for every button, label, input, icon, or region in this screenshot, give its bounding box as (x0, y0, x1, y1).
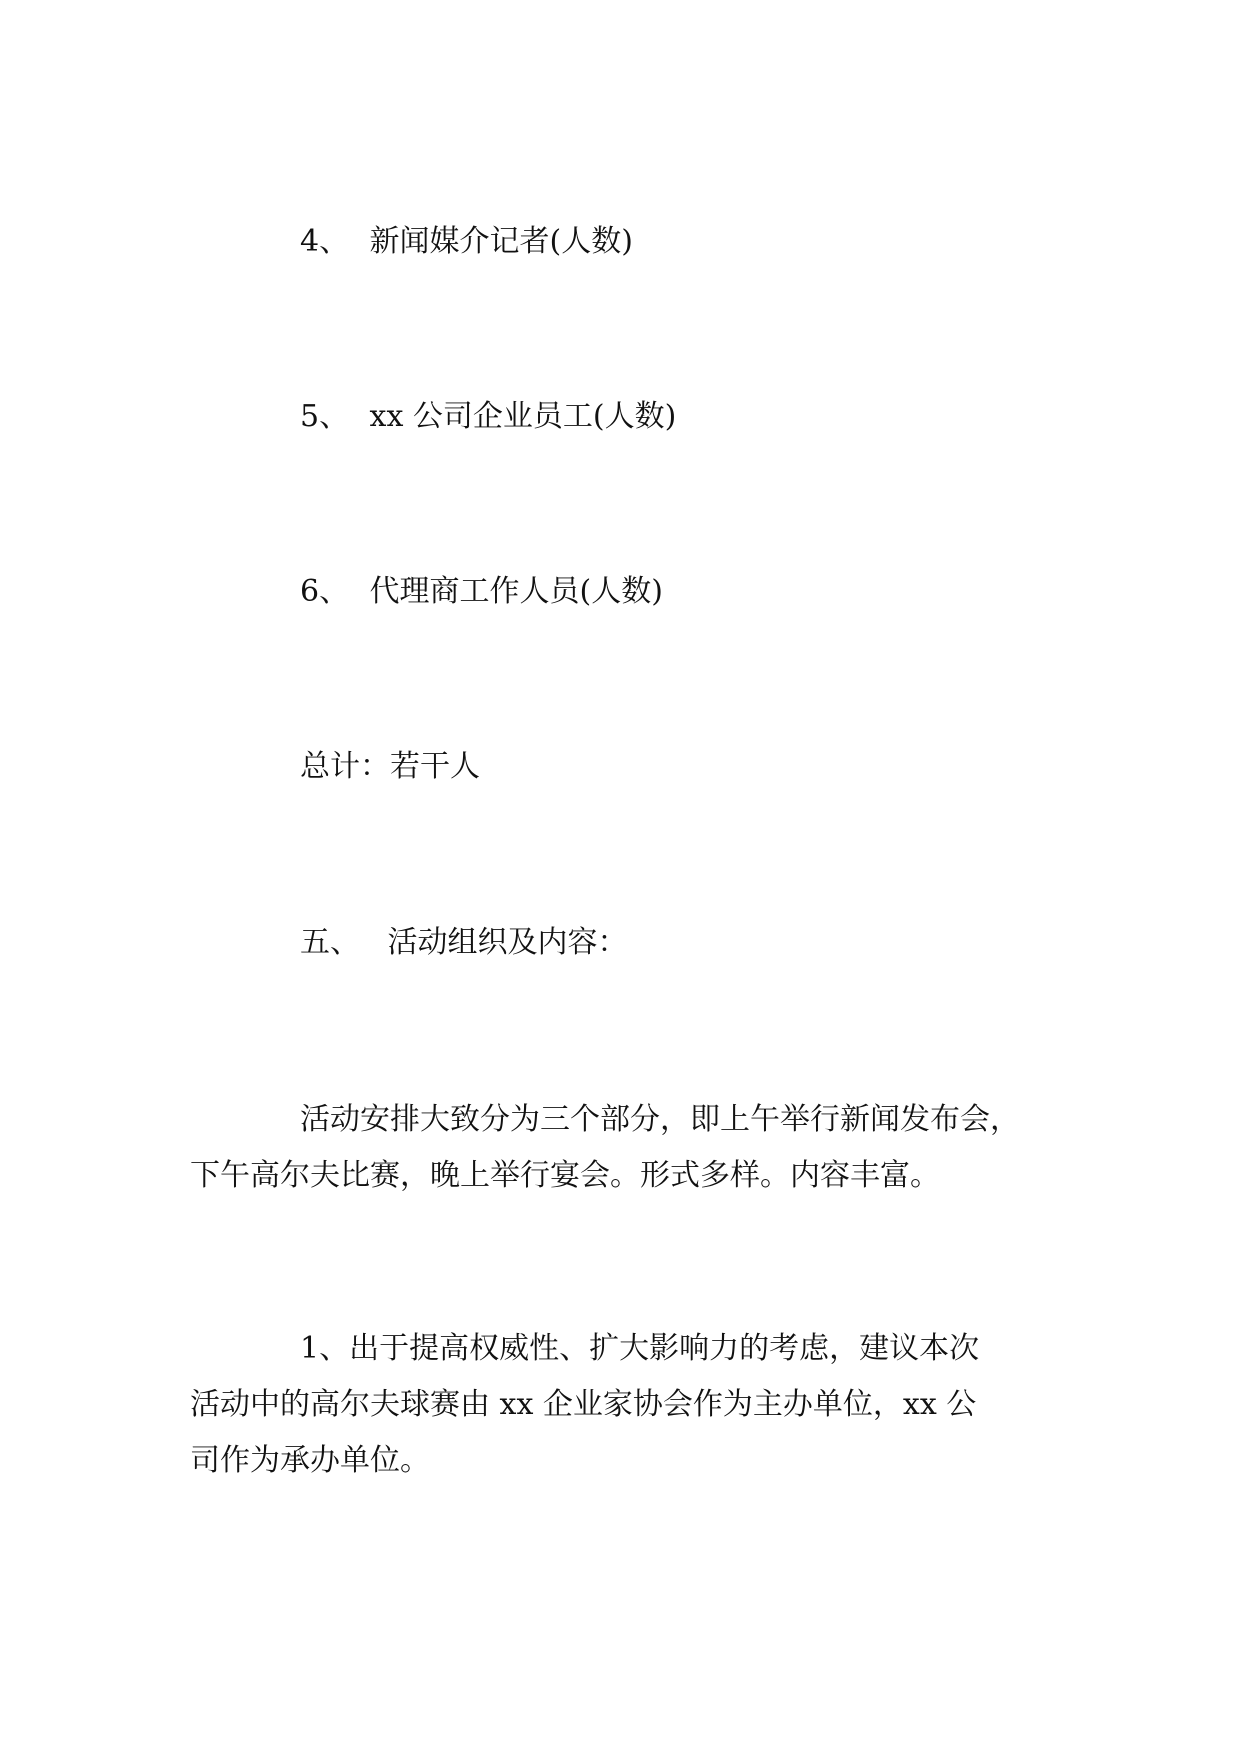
section-title: 活动组织及内容： (387, 925, 628, 960)
list-item-number: 6、 (300, 574, 350, 609)
section-heading (300, 925, 628, 960)
paragraph-line: 下午高尔夫比赛，晚上举行宴会。形式多样。内容丰富。 (190, 1158, 940, 1193)
list-item-text: 代理商工作人员(人数) (369, 574, 663, 609)
paragraph-organizer-suggestion (190, 1321, 1070, 1489)
list-item-number: 5、 (300, 399, 350, 434)
paragraph-line: 活动中的高尔夫球赛由 xx 企业家协会作为主办单位，xx 公 (190, 1387, 977, 1422)
total-line: 总计：若干人 (300, 749, 480, 784)
section-number: 五、 (300, 925, 360, 960)
paragraph-line: 1、出于提高权威性、扩大影响力的考虑，建议本次 (300, 1331, 980, 1366)
list-item-4 (300, 224, 633, 259)
list-item-text: xx 公司企业员工(人数) (369, 399, 677, 434)
list-item-5 (300, 399, 677, 434)
paragraph-line: 活动安排大致分为三个部分，即上午举行新闻发布会， (300, 1102, 1020, 1137)
paragraph-activity-overview (190, 1092, 1070, 1204)
list-item-6 (300, 574, 663, 609)
list-item-text: 新闻媒介记者(人数) (369, 224, 633, 259)
paragraph-line: 司作为承办单位。 (190, 1443, 430, 1478)
list-item-number: 4、 (300, 224, 350, 259)
